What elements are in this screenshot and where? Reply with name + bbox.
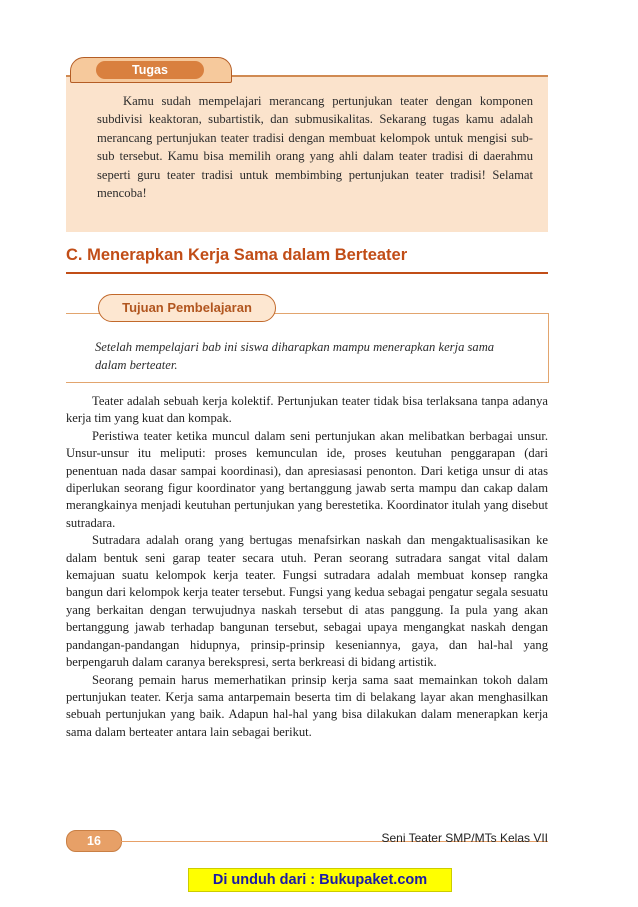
tujuan-label: Tujuan Pembelajaran bbox=[98, 294, 276, 322]
body-paragraph-2: Peristiwa teater ketika muncul dalam seni pertunjukan akan melibatkan berbagai unsur. Unsur-unsur itu meliputi: proses kemunculan ide, proses keutuhan penggarapan (dari penentuan nada dasar sampai koordinasi), dan apresiasasi penonton. Dari ketiga unsur di atas diperlukan seorang figur koordinator yang bertanggung jawab serta mampu dan cakap dalam merangkainya menjadi keutuhan pertunjukan yang berestetika. Koordinator itulah yang disebut sutradara. bbox=[66, 428, 548, 530]
body-text bbox=[66, 393, 548, 741]
heading-underline bbox=[66, 272, 548, 274]
body-paragraph-1: Teater adalah sebuah kerja kolektif. Pertunjukan teater tidak bisa terlaksana tanpa adanya kerja tim yang kuat dan kompak. bbox=[66, 394, 548, 426]
tugas-label: Tugas bbox=[96, 61, 204, 79]
tujuan-text: Setelah mempelajari bab ini siswa diharapkan mampu menerapkan kerja sama dalam berteater. bbox=[95, 340, 495, 372]
tugas-text bbox=[97, 92, 533, 202]
download-banner[interactable]: Di unduh dari : Bukupaket.com bbox=[188, 868, 452, 892]
body-paragraph-3: Sutradara adalah orang yang bertugas menafsirkan naskah dan mengaktualisasikan ke dalam bentuk seni garap teater secara utuh. Peran seorang sutradara sangat vital dalam kemajuan suatu kelompok kerja teater. Fungsi sutradara adalah membuat konsep rangka bangun dari kelompok kerja teater tersebut. Fungsi yang kedua sebagai pengatur segala sesuatu yang berkaitan dengan terwujudnya naskah tersebut di atas panggung. Ia pula yang akan bertanggung jawab terhadap bangunan tersebut, sebagai upaya mengangkat naskah dengan pandangan-pandangan hidupnya, prinsip-prinsip keseniannya, gaya, dan hal-hal yang berpengaruh dalam caranya berekspresi, serta berkreasi di bidang artistik. bbox=[66, 533, 548, 670]
page-number: 16 bbox=[66, 830, 122, 852]
body-paragraph-4: Seorang pemain harus memerhatikan prinsip kerja sama saat memainkan tokoh dalam pertunjukan teater. Kerja sama antarpemain beserta tim di belakang layar akan menghasilkan sebuah pertunjukan yang baik. Adapun hal-hal yang bisa dilakukan dalam menerapkan kerja sama dalam berteater antara lain sebagai berikut. bbox=[66, 672, 548, 739]
section-heading: C. Menerapkan Kerja Sama dalam Berteater bbox=[66, 246, 408, 264]
tugas-paragraph: Kamu sudah mempelajari merancang pertunjukan teater dengan komponen subdivisi keaktoran, subartistik, dan submusikalitas. Sekarang tugas kamu adalah merancang pertunjukan teater tradisi dengan membuat kelompok untuk mengisi sub-sub tersebut. Kamu bisa memilih orang yang ahli dalam teater tradisi di daerahmu seperti guru teater tradisi untuk membimbing pertunjukan teater tradisi! Selamat mencoba! bbox=[97, 94, 533, 201]
book-title: Seni Teater SMP/MTs Kelas VII bbox=[381, 831, 548, 845]
